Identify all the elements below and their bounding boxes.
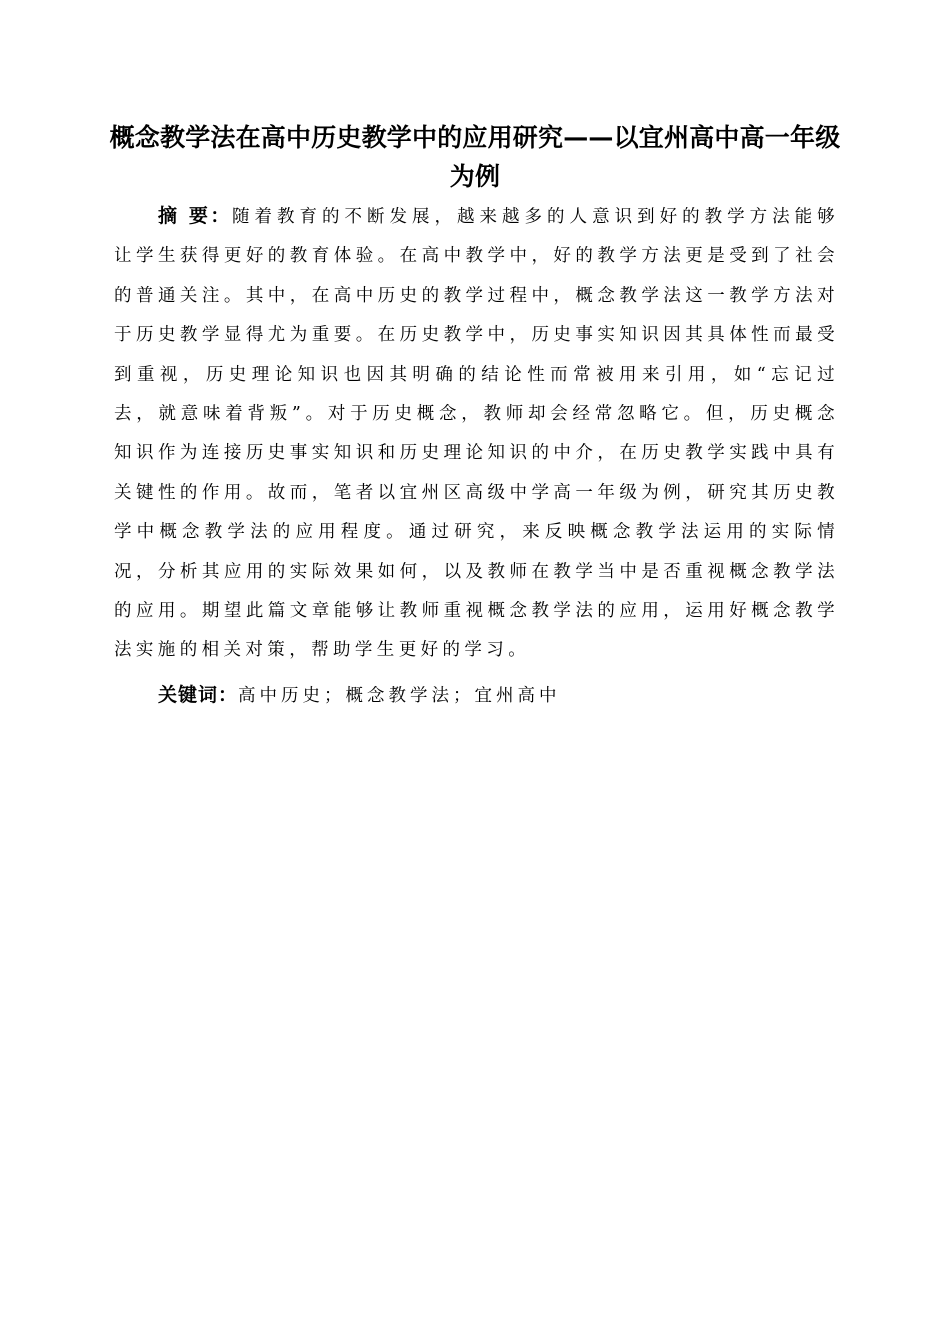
keywords-line	[158, 677, 838, 714]
keywords-label: 关键词：	[158, 684, 239, 706]
abstract-label: 摘 要：	[158, 205, 233, 227]
keywords-text: 高中历史；概念教学法；宜州高中	[238, 686, 561, 706]
abstract-paragraph	[114, 197, 839, 671]
abstract-text: 随着教育的不断发展，越来越多的人意识到好的教学方法能够让学生获得更好的教育体验。在高中教学中，好的教学方法更是受到了社会的普通关注。其中，在高中历史的教学过程中，概念教学法这一教学方法对于历史教学显得尤为重要。在历史教学中，历史事实知识因其具体性而最受到重视，历史理论知识也因其明确的结论性而常被用来引用，如“忘记过去，就意味着背叛”。对于历史概念，教师却会经常忽略它。但，历史概念知识作为连接历史事实知识和历史理论知识的中介，在历史教学实践中具有关键性的作用。故而，笔者以宜州区高级中学高一年级为例，研究其历史教学中概念教学法的应用程度。通过研究，来反映概念教学法运用的实际情况，分析其应用的实际效果如何，以及教师在教学当中是否重视概念教学法的应用。期望此篇文章能够让教师重视概念教学法的应用，运用好概念教学法实施的相关对策，帮助学生更好的学习。	[114, 207, 839, 661]
document-title: 概念教学法在高中历史教学中的应用研究——以宜州高中高一年级为例	[109, 123, 841, 191]
